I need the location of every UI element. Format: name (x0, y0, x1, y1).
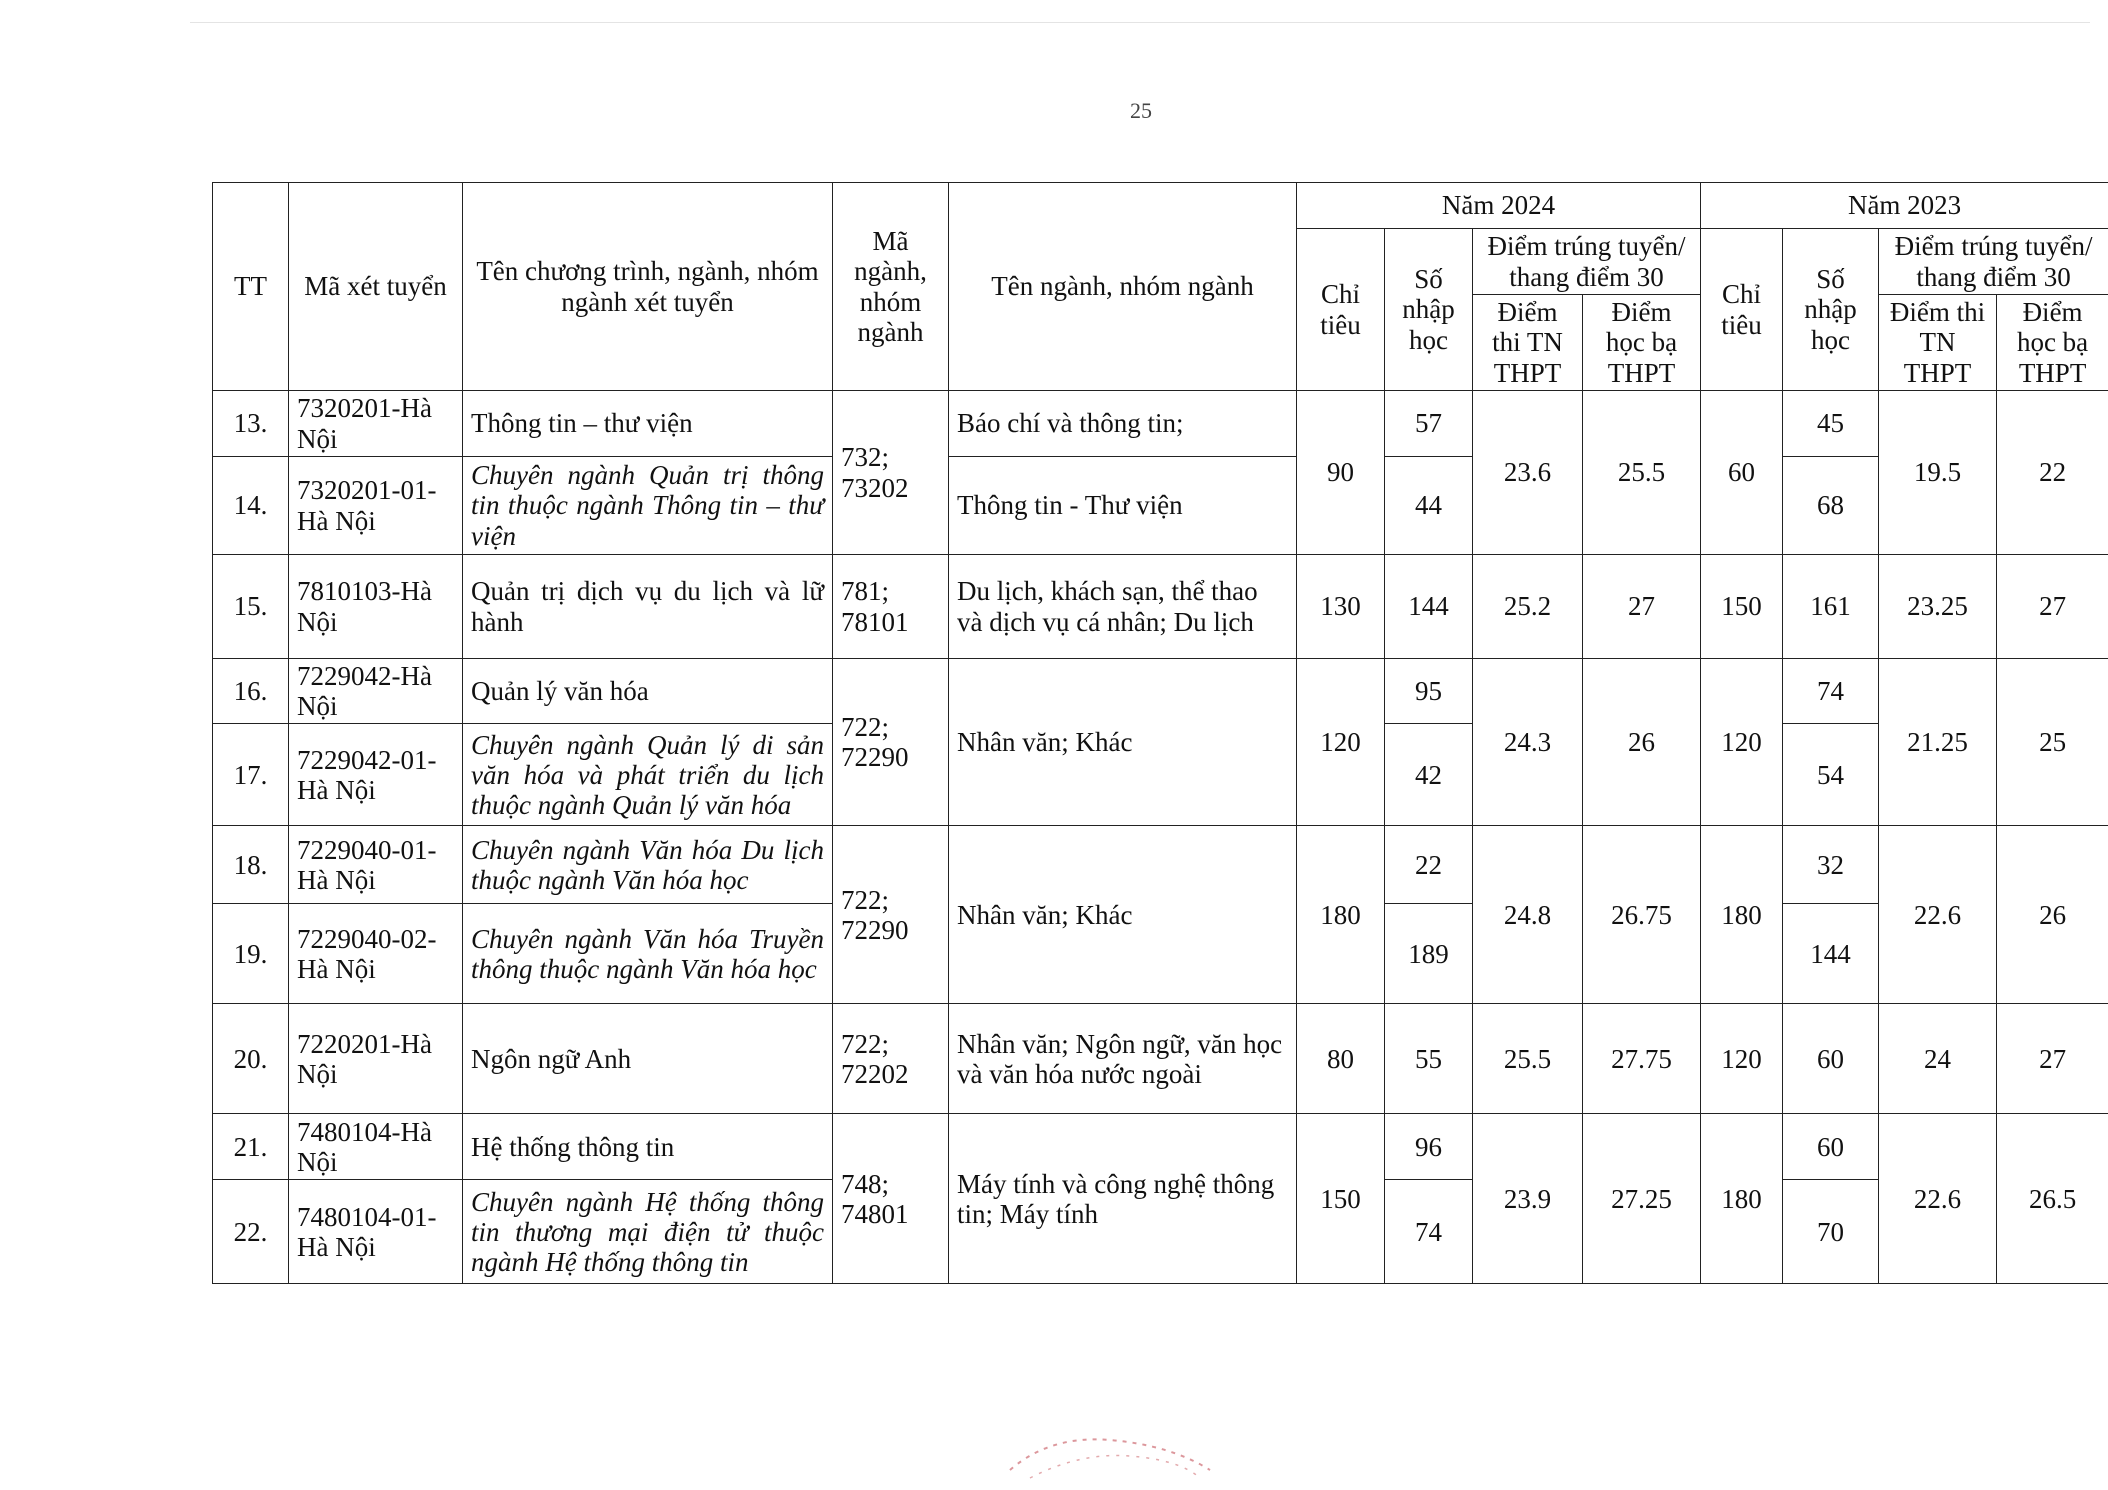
row-so-nhap-hoc-2023: 74 (1783, 659, 1879, 724)
header-diem-hoc-ba-2023: Điểm học bạ THPT (1997, 295, 2108, 391)
table-row (213, 555, 2108, 659)
row-so-nhap-hoc-2023: 60 (1783, 1114, 1879, 1180)
group-diem-thi-2024: 24.8 (1473, 826, 1583, 1004)
group-ten-nganh: Nhân văn; Ngôn ngữ, văn học và văn hóa nước ngoài (949, 1004, 1297, 1114)
group-ma-nganh: 722; 72290 (833, 659, 949, 826)
group-diem-thi-2023: 22.6 (1879, 1114, 1997, 1284)
group-chi-tieu-2024: 90 (1297, 391, 1385, 555)
group-ma-nganh: 732; 73202 (833, 391, 949, 555)
header-chi-tieu-2024: Chỉ tiêu (1297, 229, 1385, 391)
header-ten-nganh: Tên ngành, nhóm ngành (949, 183, 1297, 391)
header-so-nhap-hoc-2023: Số nhập học (1783, 229, 1879, 391)
group-diem-hoc-ba-2024: 25.5 (1583, 391, 1701, 555)
group-diem-thi-2024: 24.3 (1473, 659, 1583, 826)
row-ma-xet-tuyen: 7480104-Hà Nội (289, 1114, 463, 1180)
group-diem-hoc-ba-2023: 25 (1997, 659, 2108, 826)
group-diem-thi-2023: 24 (1879, 1004, 1997, 1114)
row-ma-xet-tuyen: 7320201-Hà Nội (289, 391, 463, 457)
group-chi-tieu-2023: 150 (1701, 555, 1783, 659)
group-chi-tieu-2023: 120 (1701, 659, 1783, 826)
group-diem-hoc-ba-2023: 26 (1997, 826, 2108, 1004)
group-chi-tieu-2024: 130 (1297, 555, 1385, 659)
row-so-nhap-hoc-2024: 74 (1385, 1180, 1473, 1284)
header-ten-chuong-trinh: Tên chương trình, ngành, nhóm ngành xét tuyển (463, 183, 833, 391)
row-so-nhap-hoc-2023: 68 (1783, 457, 1879, 555)
scan-artifact-line (190, 22, 2090, 23)
row-so-nhap-hoc-2024: 95 (1385, 659, 1473, 724)
row-so-nhap-hoc-2023: 32 (1783, 826, 1879, 904)
header-diem-thi-2023: Điểm thi TN THPT (1879, 295, 1997, 391)
row-so-nhap-hoc-2023: 144 (1783, 904, 1879, 1004)
row-tt: 15. (213, 555, 289, 659)
group-chi-tieu-2024: 120 (1297, 659, 1385, 826)
group-chi-tieu-2024: 80 (1297, 1004, 1385, 1114)
group-diem-hoc-ba-2023: 27 (1997, 1004, 2108, 1114)
header-chi-tieu-2023: Chỉ tiêu (1701, 229, 1783, 391)
group-ten-nganh: Thông tin - Thư viện (949, 457, 1297, 555)
header-nam-2024: Năm 2024 (1297, 183, 1701, 229)
row-ma-xet-tuyen: 7229042-Hà Nội (289, 659, 463, 724)
header-diem-trung-tuyen-2023: Điểm trúng tuyển/ thang điểm 30 (1879, 229, 2108, 295)
row-ten-chuong-trinh: Chuyên ngành Quản trị thông tin thuộc ngành Thông tin – thư viện (463, 457, 833, 555)
row-so-nhap-hoc-2023: 70 (1783, 1180, 1879, 1284)
table-row (213, 1114, 2108, 1180)
row-ten-chuong-trinh: Quản lý văn hóa (463, 659, 833, 724)
row-ma-xet-tuyen: 7480104-01-Hà Nội (289, 1180, 463, 1284)
group-diem-thi-2023: 23.25 (1879, 555, 1997, 659)
header-diem-thi-2024: Điểm thi TN THPT (1473, 295, 1583, 391)
row-tt: 13. (213, 391, 289, 457)
group-chi-tieu-2024: 150 (1297, 1114, 1385, 1284)
table-row (213, 457, 2108, 555)
group-diem-hoc-ba-2024: 27.25 (1583, 1114, 1701, 1284)
row-ten-chuong-trinh: Chuyên ngành Văn hóa Du lịch thuộc ngành Văn hóa học (463, 826, 833, 904)
row-so-nhap-hoc-2024: 189 (1385, 904, 1473, 1004)
row-tt: 14. (213, 457, 289, 555)
group-diem-hoc-ba-2023: 22 (1997, 391, 2108, 555)
row-so-nhap-hoc-2024: 22 (1385, 826, 1473, 904)
group-ten-nganh: Máy tính và công nghệ thông tin; Máy tính (949, 1114, 1297, 1284)
group-ma-nganh: 722; 72290 (833, 826, 949, 1004)
header-ma-xet-tuyen: Mã xét tuyển (289, 183, 463, 391)
group-diem-hoc-ba-2024: 27.75 (1583, 1004, 1701, 1114)
group-diem-thi-2023: 19.5 (1879, 391, 1997, 555)
row-so-nhap-hoc-2024: 44 (1385, 457, 1473, 555)
row-tt: 22. (213, 1180, 289, 1284)
header-ma-nganh: Mã ngành, nhóm ngành (833, 183, 949, 391)
row-ma-xet-tuyen: 7810103-Hà Nội (289, 555, 463, 659)
row-ten-chuong-trinh: Chuyên ngành Quản lý di sản văn hóa và phát triển du lịch thuộc ngành Quản lý văn hóa (463, 724, 833, 826)
table-row (213, 391, 2108, 457)
header-so-nhap-hoc-2024: Số nhập học (1385, 229, 1473, 391)
group-diem-hoc-ba-2024: 26.75 (1583, 826, 1701, 1004)
header-nam-2023: Năm 2023 (1701, 183, 2108, 229)
group-diem-hoc-ba-2023: 26.5 (1997, 1114, 2108, 1284)
group-ten-nganh: Báo chí và thông tin; (949, 391, 1297, 457)
row-ma-xet-tuyen: 7220201-Hà Nội (289, 1004, 463, 1114)
group-diem-hoc-ba-2024: 26 (1583, 659, 1701, 826)
group-diem-thi-2023: 22.6 (1879, 826, 1997, 1004)
row-ma-xet-tuyen: 7229042-01-Hà Nội (289, 724, 463, 826)
group-chi-tieu-2023: 60 (1701, 391, 1783, 555)
row-ten-chuong-trinh: Chuyên ngành Hệ thống thông tin thương mại điện tử thuộc ngành Hệ thống thông tin (463, 1180, 833, 1284)
group-ten-nganh: Du lịch, khách sạn, thể thao và dịch vụ cá nhân; Du lịch (949, 555, 1297, 659)
row-tt: 19. (213, 904, 289, 1004)
group-diem-thi-2024: 25.2 (1473, 555, 1583, 659)
group-chi-tieu-2023: 180 (1701, 1114, 1783, 1284)
row-tt: 21. (213, 1114, 289, 1180)
group-ten-nganh: Nhân văn; Khác (949, 826, 1297, 1004)
row-ten-chuong-trinh: Thông tin – thư viện (463, 391, 833, 457)
group-ma-nganh: 748; 74801 (833, 1114, 949, 1284)
header-tt: TT (213, 183, 289, 391)
group-diem-hoc-ba-2023: 27 (1997, 555, 2108, 659)
group-chi-tieu-2023: 120 (1701, 1004, 1783, 1114)
row-tt: 18. (213, 826, 289, 904)
group-ten-nganh: Nhân văn; Khác (949, 659, 1297, 826)
group-diem-thi-2024: 23.6 (1473, 391, 1583, 555)
row-tt: 17. (213, 724, 289, 826)
group-chi-tieu-2024: 180 (1297, 826, 1385, 1004)
row-so-nhap-hoc-2024: 42 (1385, 724, 1473, 826)
group-ma-nganh: 722; 72202 (833, 1004, 949, 1114)
group-diem-thi-2023: 21.25 (1879, 659, 1997, 826)
row-ten-chuong-trinh: Hệ thống thông tin (463, 1114, 833, 1180)
row-so-nhap-hoc-2023: 60 (1783, 1004, 1879, 1114)
header-diem-hoc-ba-2024: Điểm học bạ THPT (1583, 295, 1701, 391)
red-stamp-fragment (990, 1430, 1230, 1480)
row-so-nhap-hoc-2024: 57 (1385, 391, 1473, 457)
row-ma-xet-tuyen: 7229040-01-Hà Nội (289, 826, 463, 904)
row-ma-xet-tuyen: 7320201-01-Hà Nội (289, 457, 463, 555)
row-so-nhap-hoc-2024: 96 (1385, 1114, 1473, 1180)
row-tt: 16. (213, 659, 289, 724)
row-tt: 20. (213, 1004, 289, 1114)
row-ten-chuong-trinh: Quản trị dịch vụ du lịch và lữ hành (463, 555, 833, 659)
row-ten-chuong-trinh: Chuyên ngành Văn hóa Truyền thông thuộc ngành Văn hóa học (463, 904, 833, 1004)
row-so-nhap-hoc-2023: 45 (1783, 391, 1879, 457)
row-so-nhap-hoc-2024: 55 (1385, 1004, 1473, 1114)
row-ma-xet-tuyen: 7229040-02-Hà Nội (289, 904, 463, 1004)
header-diem-trung-tuyen-2024: Điểm trúng tuyển/ thang điểm 30 (1473, 229, 1701, 295)
group-diem-thi-2024: 25.5 (1473, 1004, 1583, 1114)
row-so-nhap-hoc-2024: 144 (1385, 555, 1473, 659)
group-diem-hoc-ba-2024: 27 (1583, 555, 1701, 659)
table-row (213, 826, 2108, 904)
group-ma-nganh: 781; 78101 (833, 555, 949, 659)
group-diem-thi-2024: 23.9 (1473, 1114, 1583, 1284)
admissions-table (212, 182, 2108, 1284)
table-row (213, 1004, 2108, 1114)
row-so-nhap-hoc-2023: 54 (1783, 724, 1879, 826)
row-ten-chuong-trinh: Ngôn ngữ Anh (463, 1004, 833, 1114)
page-number: 25 (1130, 98, 1152, 123)
group-chi-tieu-2023: 180 (1701, 826, 1783, 1004)
table-row (213, 659, 2108, 724)
row-so-nhap-hoc-2023: 161 (1783, 555, 1879, 659)
